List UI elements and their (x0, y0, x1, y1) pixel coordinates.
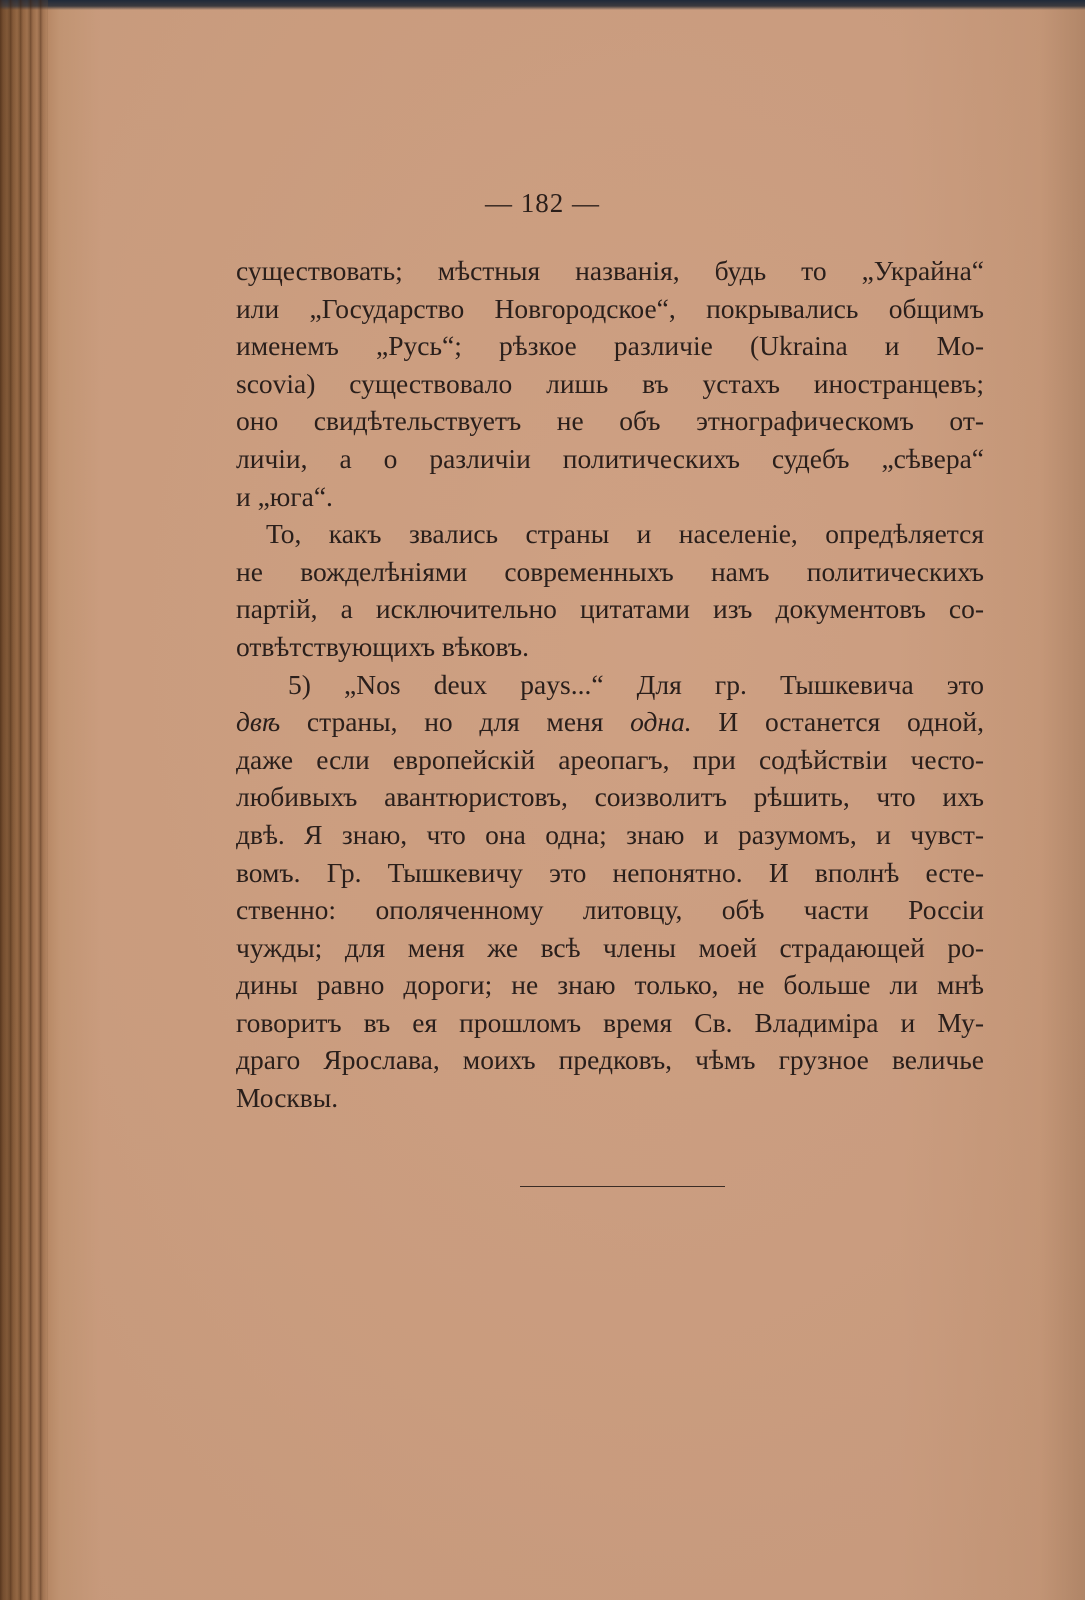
text-line: говоритъ въ ея прошломъ время Св. Владиміра и Му- (236, 1006, 984, 1038)
text-line: именемъ „Русь“; рѣзкое различіе (Ukraina и Mo- (236, 330, 984, 362)
text-line: существовать; мѣстныя названія, будь то „Украйна“ (236, 255, 984, 286)
italic-word: одна. (630, 706, 692, 738)
text-line: отвѣтствующихъ вѣковъ. (236, 630, 529, 662)
text-line: или „Государство Новгородское“, покрывались общимъ (236, 292, 984, 324)
text-line: вомъ. Гр. Тышкевичу это непонятно. И вполнѣ есте- (236, 856, 984, 888)
text-line: Москвы. (236, 1082, 339, 1114)
text-fragment: страны, но для меня (280, 706, 631, 738)
text-line: партій, а исключительно цитатами изъ документовъ со- (236, 593, 984, 625)
page-top-edge (0, 0, 1085, 10)
page-number: — 182 — (485, 188, 600, 218)
text-line: любивыхъ авантюристовъ, соизволитъ рѣшить, что ихъ (236, 781, 984, 813)
text-line: не вожделѣніями современныхъ намъ политическихъ (236, 555, 984, 587)
text-line: двѣ. Я знаю, что она одна; знаю и разумомъ, и чувст- (236, 818, 984, 850)
page-spine-edge (0, 0, 48, 1600)
section-divider (520, 1186, 725, 1187)
text-line: То, какъ звались страны и населеніе, опредѣляется (266, 518, 984, 550)
text-line: личіи, а о различіи политическихъ судебъ „сѣвера“ (236, 442, 984, 474)
text-line: 5) „Nos deux pays...“ Для гр. Тышкевича это (288, 668, 984, 700)
text-line: чужды; для меня же всѣ члены моей страдающей ро- (236, 931, 984, 963)
text-line: драго Ярослава, моихъ предковъ, чѣмъ грузное величье (236, 1044, 984, 1076)
text-line: ственно: ополяченному литовцу, обѣ части Россіи (236, 894, 984, 926)
text-line: даже если европейскій ареопагъ, при содѣйствіи често- (236, 743, 984, 775)
text-line: дины равно дороги; не знаю только, не больше ли мнѣ (236, 969, 984, 1001)
text-line: и „юга“. (236, 480, 333, 512)
text-fragment: И останется одной, (691, 706, 984, 738)
text-line-with-italics (236, 703, 984, 741)
text-line: оно свидѣтельствуетъ не объ этнографическомъ от- (236, 405, 984, 437)
text-line: scovia) существовало лишь въ устахъ иностранцевъ; (236, 367, 984, 399)
body-text (236, 252, 984, 1117)
italic-word: двѣ (236, 706, 281, 738)
